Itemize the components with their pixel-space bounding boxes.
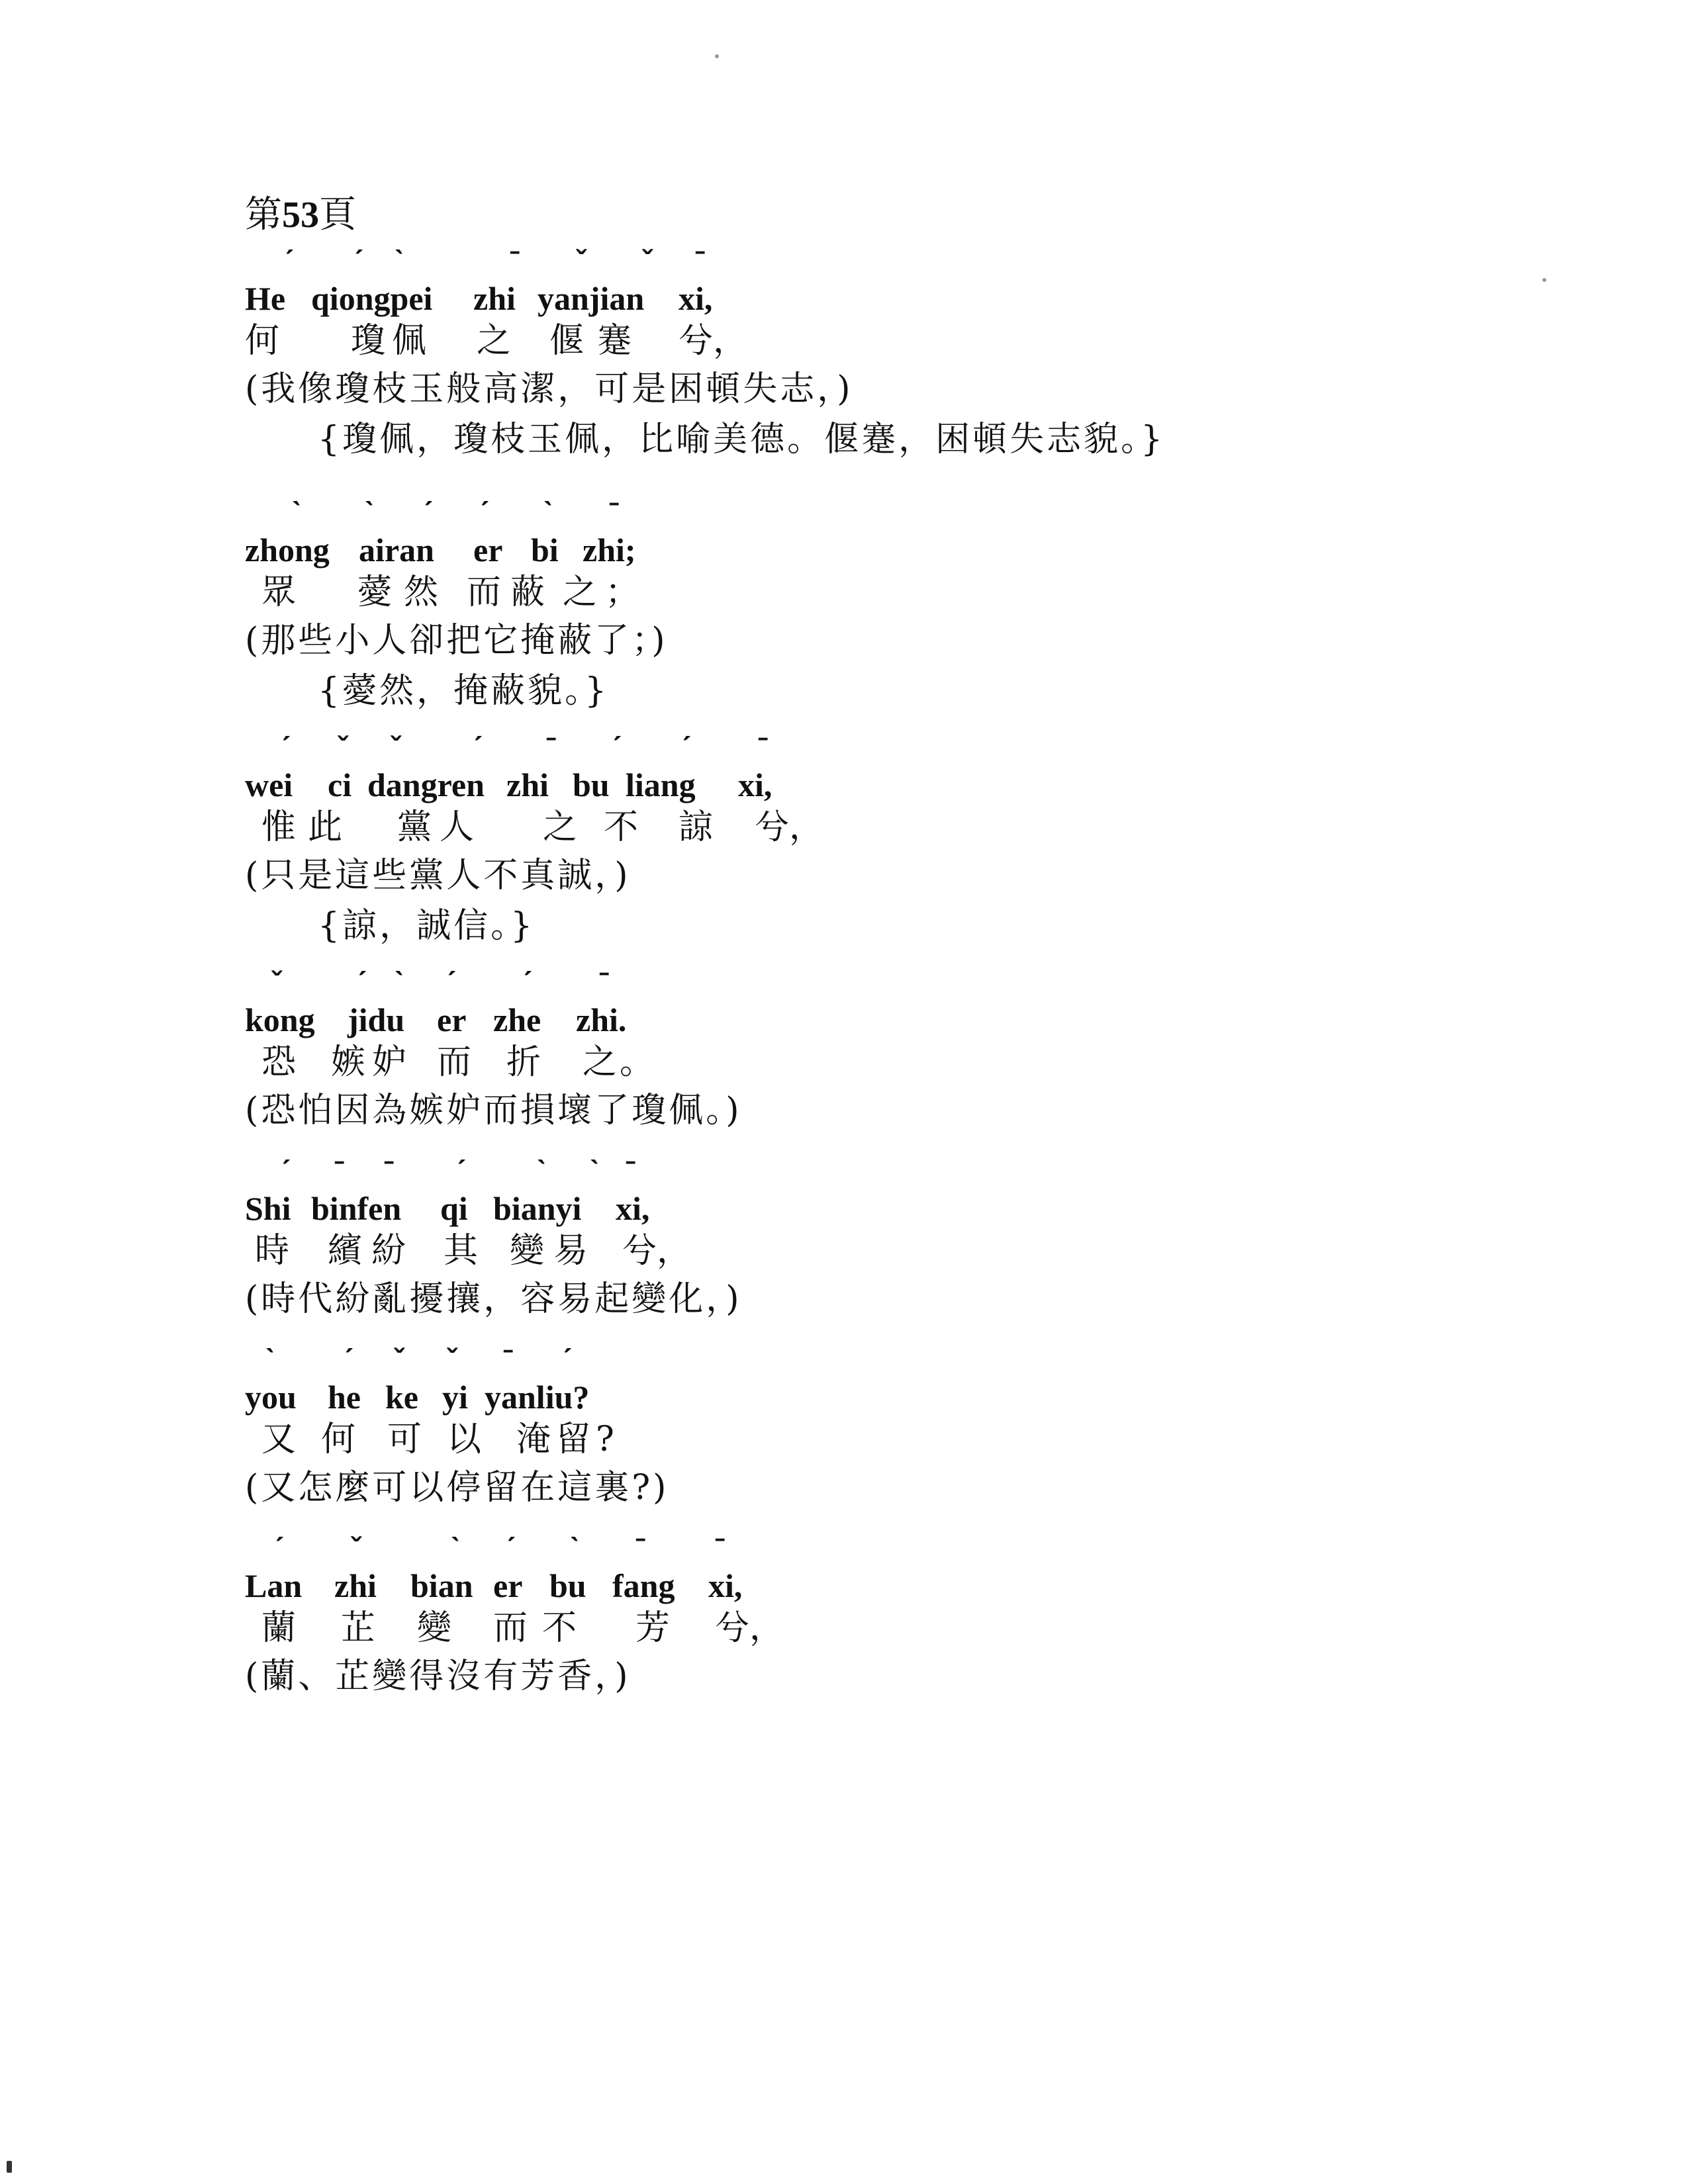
tone-mark: ˇ	[351, 1531, 361, 1566]
pinyin-line	[245, 1154, 1569, 1228]
tone-mark: ˉ	[510, 244, 520, 279]
chinese-word: 黨人	[397, 807, 483, 847]
chinese-word: 以	[447, 1420, 482, 1459]
pinyin-word: kong	[245, 1001, 315, 1038]
pinyin-word: yanliu?	[485, 1379, 590, 1416]
chinese-word: 芳	[635, 1608, 671, 1648]
tone-mark: ˊ	[281, 731, 292, 765]
stanza	[245, 1154, 1569, 1324]
pinyin-word: binfen	[311, 1190, 402, 1227]
pinyin-word: bu	[549, 1567, 586, 1604]
chinese-word: 而蔽	[467, 572, 555, 612]
tone-mark: ˋ	[265, 1343, 275, 1377]
tone-mark: ˊ	[563, 1343, 573, 1377]
page-number: 53	[282, 195, 319, 236]
pinyin-line	[245, 1531, 1569, 1605]
tone-mark: ˉ	[715, 1531, 726, 1566]
tone-mark: ˊ	[357, 966, 368, 1000]
tone-mark: ˋ	[291, 496, 302, 530]
chinese-word: 之不	[543, 807, 665, 847]
chinese-line	[245, 1039, 1569, 1085]
translation-line: (只是這些黨人不真誠，)	[245, 856, 631, 895]
tone-mark: ˇ	[447, 1343, 457, 1377]
chinese-word: 兮，	[715, 1608, 784, 1648]
tone-mark: ˊ	[275, 1531, 285, 1566]
pinyin-word: xi,	[616, 1190, 650, 1227]
tone-mark: ˉ	[546, 731, 557, 765]
pinyin-word: you	[245, 1379, 297, 1416]
tone-mark: ˉ	[635, 1531, 646, 1566]
pinyin-word: zhi	[506, 766, 549, 803]
pinyin-word: qi	[440, 1190, 468, 1227]
chinese-word: 可	[387, 1420, 422, 1459]
pinyin-line	[245, 731, 1569, 804]
tone-mark: ˊ	[424, 496, 434, 530]
tone-mark: ˋ	[364, 496, 375, 530]
page-header	[245, 192, 356, 238]
tone-mark: ˉ	[599, 966, 610, 1000]
chinese-word: 蘭	[261, 1608, 297, 1648]
scan-speck	[1542, 278, 1546, 282]
pinyin-word: jidu	[348, 1001, 405, 1038]
chinese-word: 眾	[261, 572, 297, 612]
tone-mark: ˋ	[450, 1531, 461, 1566]
chinese-word: 薆然	[357, 572, 451, 612]
page-header-suffix: 頁	[319, 193, 356, 236]
scan-speck	[715, 54, 719, 58]
tone-mark: ˉ	[758, 731, 769, 765]
pinyin-word: liang	[626, 766, 696, 803]
chinese-word: 而	[437, 1042, 472, 1082]
chinese-word: 之；	[563, 572, 648, 612]
pinyin-word: He	[245, 280, 286, 317]
chinese-word: 兮，	[679, 321, 748, 361]
tone-mark: ˉ	[609, 496, 620, 530]
tone-mark: ˋ	[543, 496, 553, 530]
pinyin-line	[245, 244, 1569, 318]
tone-mark: ˊ	[523, 966, 534, 1000]
stanza	[245, 244, 1569, 465]
pinyin-word: xi,	[708, 1567, 743, 1604]
tone-mark: ˊ	[612, 731, 623, 765]
pinyin-word: he	[328, 1379, 361, 1416]
tone-mark: ˉ	[503, 1343, 514, 1377]
tone-mark: ˋ	[394, 244, 404, 279]
chinese-line	[245, 569, 1569, 615]
chinese-word: 何	[245, 321, 280, 361]
pinyin-word: xi,	[738, 766, 773, 803]
pinyin-word: bian	[410, 1567, 473, 1604]
pinyin-line	[245, 496, 1569, 569]
tone-mark: ˇ	[338, 731, 348, 765]
tone-mark: ˉ	[384, 1154, 395, 1189]
pinyin-word: er	[437, 1001, 467, 1038]
chinese-word: 淹留?	[516, 1420, 620, 1459]
page-header-prefix: 第	[245, 193, 282, 236]
pinyin-word: er	[473, 531, 503, 569]
pinyin-word: bi	[531, 531, 559, 569]
pinyin-word: xi,	[679, 280, 713, 317]
stanza	[245, 1531, 1569, 1702]
pinyin-word: bianyi	[493, 1190, 582, 1227]
chinese-word: 何	[321, 1420, 356, 1459]
chinese-word: 兮，	[755, 807, 824, 847]
pinyin-word: ke	[385, 1379, 418, 1416]
tone-mark: ˉ	[334, 1154, 345, 1189]
tone-mark: ˇ	[271, 966, 282, 1000]
pinyin-word: zhe	[493, 1001, 541, 1038]
tone-mark: ˋ	[589, 1154, 600, 1189]
chinese-line	[245, 1605, 1569, 1651]
translation-line: (那些小人卻把它掩蔽了；)	[245, 621, 668, 660]
chinese-word: 偃蹇	[549, 321, 645, 361]
tone-mark: ˇ	[576, 244, 586, 279]
chinese-word: 恐	[261, 1042, 297, 1082]
chinese-word: 芷	[341, 1608, 376, 1648]
chinese-word: 又	[261, 1420, 297, 1459]
chinese-word: 其	[444, 1231, 479, 1271]
chinese-word: 繽紛	[328, 1231, 416, 1271]
translation-line: (又怎麼可以停留在這裏?)	[245, 1468, 669, 1508]
stanza	[245, 496, 1569, 716]
tone-mark: ˊ	[281, 1154, 292, 1189]
stanza	[245, 731, 1569, 951]
tone-mark: ˇ	[391, 731, 401, 765]
pinyin-word: dangren	[367, 766, 485, 803]
pinyin-word: zhi.	[576, 1001, 627, 1038]
chinese-line	[245, 318, 1569, 364]
tone-mark: ˊ	[473, 731, 484, 765]
tone-mark: ˊ	[447, 966, 457, 1000]
chinese-word: 折	[506, 1042, 541, 1082]
chinese-line	[245, 804, 1569, 850]
tone-mark: ˉ	[695, 244, 706, 279]
tone-mark: ˊ	[285, 244, 295, 279]
annotation-note: {諒，誠信。}	[318, 906, 536, 946]
translation-line: (蘭、芷變得沒有芳香，)	[245, 1657, 631, 1696]
pinyin-word: yi	[442, 1379, 468, 1416]
chinese-word: 之。	[583, 1042, 657, 1082]
scan-speck	[7, 2161, 12, 2173]
chinese-line	[245, 1228, 1569, 1274]
pinyin-word: yanjian	[538, 280, 645, 317]
pinyin-word: Shi	[245, 1190, 291, 1227]
stanza	[245, 1343, 1569, 1513]
tone-mark: ˊ	[344, 1343, 355, 1377]
tone-mark: ˉ	[626, 1154, 636, 1189]
pinyin-word: fang	[612, 1567, 675, 1604]
pinyin-word: er	[493, 1567, 523, 1604]
chinese-line	[245, 1416, 1569, 1463]
tone-mark: ˊ	[506, 1531, 517, 1566]
chinese-word: 諒	[679, 807, 714, 847]
annotation-note: {瓊佩，瓊枝玉佩，比喻美德。偃蹇，困頓失志貌。}	[318, 420, 1166, 459]
chinese-word: 嫉妒	[331, 1042, 414, 1082]
tone-mark: ˋ	[536, 1154, 547, 1189]
pinyin-word: zhi;	[583, 531, 636, 569]
tone-mark: ˇ	[642, 244, 653, 279]
pinyin-line	[245, 966, 1569, 1039]
chinese-word: 時	[255, 1231, 290, 1271]
pinyin-word: zhi	[334, 1567, 377, 1604]
pinyin-word: wei	[245, 766, 293, 803]
annotation-note: {薆然，掩蔽貌。}	[318, 671, 610, 711]
translation-line: (恐怕因為嫉妒而損壞了瓊佩。)	[245, 1091, 742, 1130]
pinyin-word: zhi	[473, 280, 516, 317]
chinese-word: 惟此	[261, 807, 355, 847]
tone-mark: ˊ	[457, 1154, 467, 1189]
pinyin-word: ci	[328, 766, 352, 803]
chinese-word: 兮，	[622, 1231, 692, 1271]
translation-line: (時代紛亂擾攘，容易起變化，)	[245, 1279, 742, 1319]
chinese-word: 而不	[493, 1608, 592, 1648]
pinyin-word: qiongpei	[311, 280, 433, 317]
pinyin-word: Lan	[245, 1567, 303, 1604]
translation-line: (我像瓊枝玉般高潔，可是困頓失志，)	[245, 369, 853, 409]
pinyin-word: airan	[359, 531, 434, 569]
tone-mark: ˇ	[394, 1343, 404, 1377]
pinyin-word: bu	[573, 766, 610, 803]
chinese-word: 瓊佩	[351, 321, 434, 361]
chinese-word: 變易	[510, 1231, 598, 1271]
tone-mark: ˊ	[480, 496, 491, 530]
pinyin-word: zhong	[245, 531, 330, 569]
pinyin-line	[245, 1343, 1569, 1416]
tone-mark: ˋ	[394, 966, 404, 1000]
stanza	[245, 966, 1569, 1136]
tone-mark: ˋ	[569, 1531, 580, 1566]
tone-mark: ˊ	[354, 244, 365, 279]
chinese-word: 之	[477, 321, 512, 361]
tone-mark: ˊ	[682, 731, 692, 765]
chinese-word: 變	[417, 1608, 452, 1648]
